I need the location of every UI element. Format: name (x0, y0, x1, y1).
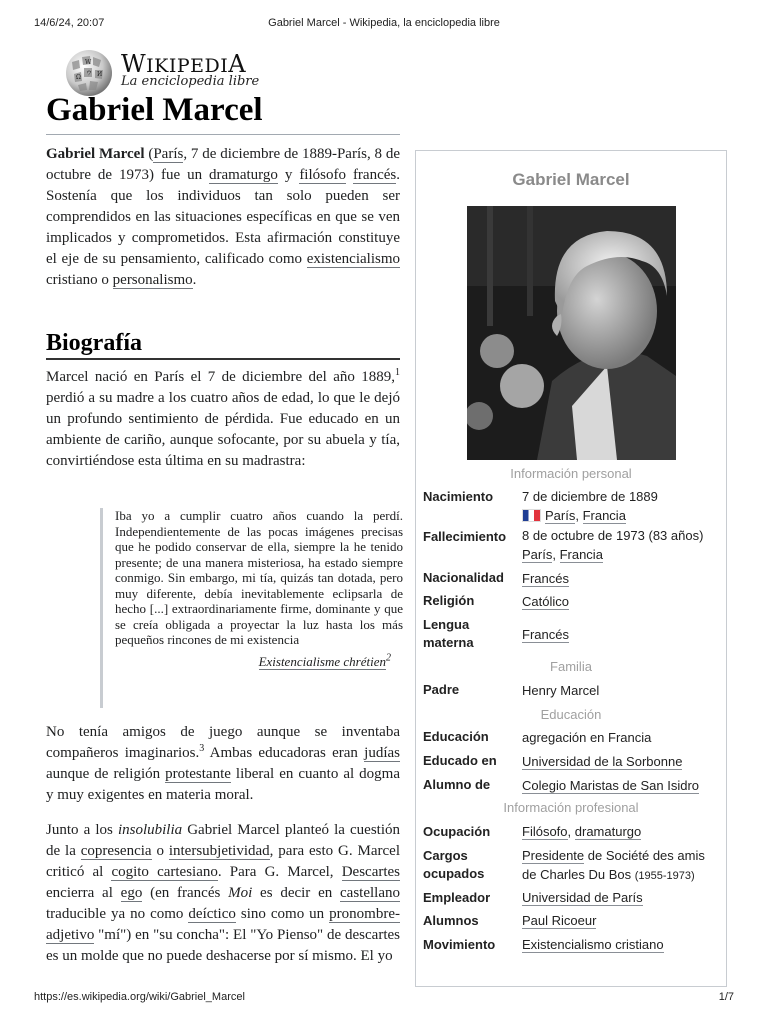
text-run: Ambas educadoras eran (204, 745, 365, 761)
text-run: . (192, 272, 197, 288)
print-datetime: 14/6/24, 20:07 (34, 17, 105, 29)
article-link[interactable]: Descartes (341, 864, 401, 880)
article-link[interactable]: intersubjetividad (168, 843, 270, 859)
text-run: Gabriel Marcel (46, 146, 145, 162)
text-run: ( (144, 146, 154, 162)
label-nationality: Nacionalidad (423, 570, 504, 585)
article-link[interactable]: cogito cartesiano (111, 864, 218, 880)
infobox-section-professional: Información profesional (503, 800, 639, 815)
text-run: Junto a los (46, 822, 118, 838)
article-link[interactable]: deíctico (188, 906, 236, 922)
page-title: Gabriel Marcel (46, 92, 263, 128)
print-page-count: 1/7 (718, 991, 734, 1003)
value-educated-at: Universidad de la Sorbonne (522, 754, 683, 769)
article-link[interactable]: París (153, 146, 184, 162)
text-run: , para esto G. Marcel criticó al (46, 843, 400, 880)
text-run: cristiano o (46, 272, 113, 288)
wikipedia-globe-icon[interactable] (64, 48, 114, 98)
label-religion: Religión (423, 593, 475, 608)
article-link[interactable]: protestante (165, 766, 231, 782)
value-religion: Católico (522, 594, 569, 609)
ref-link[interactable]: 3 (199, 743, 205, 754)
infobox-section-education: Educación (540, 707, 602, 722)
label-occupation: Ocupación (423, 824, 491, 839)
blockquote (100, 508, 403, 708)
article-link[interactable]: pronombre-adjetivo (46, 906, 400, 943)
label-positions: Cargos ocupados (423, 848, 485, 881)
wikipedia-tagline: La enciclopedia libre (121, 74, 260, 89)
label-mother-tongue: Lengua materna (423, 617, 474, 650)
article-link[interactable]: personalismo (112, 272, 193, 288)
value-movement: Existencialismo cristiano (522, 937, 664, 952)
title-divider (46, 134, 400, 135)
text-run: traducible ya no como (46, 906, 189, 922)
text-run: es decir en (252, 885, 340, 901)
value-occupation: Filósofo, dramaturgo (522, 824, 642, 839)
label-education: Educación (423, 729, 489, 744)
value-nationality: Francés (522, 571, 569, 586)
quote-source: Existencialisme chrétien$^2$ (258, 652, 391, 669)
label-educated-at: Educado en (423, 753, 497, 768)
text-run: aunque de religión (46, 766, 166, 782)
value-death: 8 de octubre de 1973 (83 años) París, Francia (522, 528, 704, 562)
label-students: Alumnos (423, 913, 479, 928)
text-run: Marcel nació en París el 7 de diciembre del año 1889, (46, 369, 395, 385)
article-link[interactable]: castellano (340, 885, 400, 901)
label-birth: Nacimiento (423, 489, 494, 504)
text-run: No tenía amigos de juego aunque se inventaba compañeros imaginarios. (46, 724, 400, 761)
text-run: Gabriel Marcel planteó la cuestión de la (46, 822, 400, 859)
value-positions: Presidente de Société des amis de Charles Du Bos (1955-1973) (522, 848, 705, 882)
article-link[interactable]: francés (352, 167, 397, 183)
ref-2[interactable]: 2 (386, 652, 391, 664)
article-link[interactable]: existencialismo (306, 251, 400, 267)
bio-paragraph-3 (46, 820, 400, 967)
value-education: agregación en Francia (522, 730, 652, 745)
france-flag-icon (522, 509, 541, 522)
article-link[interactable]: ego (120, 885, 143, 901)
section-divider (46, 358, 400, 360)
portrait-photo[interactable] (467, 206, 676, 460)
bio-paragraph-2 (46, 722, 400, 806)
quote-text: Iba yo a cumplir cuatro años cuando la perdí. Independientemente de las pocas imágenes precisas que he podido conservar de ella, siempre la he tenido presente; de una manera misteriosa, ha estado siempre conmigo. Sin embargo, mi tía, quizás tan dotada, pero muy diferente, debía inevitablemente eclipsarla de hecho [...] extraordinariamente firme, dominante y que se creía obligada a proyectar la luz hasta los más pequeños rincones de mi existencia (115, 508, 403, 647)
text-run: sino como un (235, 906, 330, 922)
label-employer: Empleador (423, 890, 491, 905)
bio-paragraph-1 (46, 367, 400, 472)
infobox-title: Gabriel Marcel (512, 170, 630, 189)
text-run: insolubilia (117, 822, 183, 838)
text-run: perdió a su madre a los cuatro años de edad, lo que le dejó un profundo sentimiento de pérdida. Fue educado en un ambiente de cariño, aunque sofocante, por su abuela y tía, convirtiéndose esta última en su madrastra: (46, 390, 400, 469)
text-run: . Para G. Marcel, (217, 864, 342, 880)
value-employer: Universidad de París (522, 890, 643, 905)
article-link[interactable]: copresencia (80, 843, 152, 859)
text-run: Moi (228, 885, 253, 901)
label-death: Fallecimiento (423, 529, 507, 544)
text-run: , 7 de diciembre de 1889-París, 8 de octubre de 1973) fue un (46, 146, 401, 183)
label-alumnus-of: Alumno de (423, 777, 491, 792)
article-link[interactable]: judías (364, 745, 400, 761)
value-father: Henry Marcel (522, 683, 600, 698)
print-url: https://es.wikipedia.org/wiki/Gabriel_Marcel (34, 991, 245, 1003)
svg-text:Ω: Ω (76, 74, 81, 81)
infobox (415, 150, 727, 987)
text-run (346, 167, 353, 183)
intro-paragraph (46, 144, 400, 291)
text-run: . Sostenía que los individuos tan solo pueden ser comprendidos en las situaciones específicas en que se ven implicados y comprometidos. Esta afirmación constituye el eje de su pensamiento, calificado como (46, 167, 400, 267)
wikipedia-wordmark[interactable]: WIKIPEDIA (121, 50, 247, 78)
article-link[interactable]: filósofo (299, 167, 346, 183)
value-birth: 7 de diciembre de 1889 París, Francia (522, 489, 658, 523)
label-father: Padre (423, 682, 460, 697)
text-run: liberal en cuanto al dogma y muy exigentes en materia moral. (46, 766, 400, 803)
value-alumnus-of: Colegio Maristas de San Isidro (522, 778, 700, 793)
label-movement: Movimiento (423, 937, 496, 952)
svg-text:W: W (85, 59, 92, 66)
text-run: (en francés (142, 885, 229, 901)
value-students: Paul Ricoeur (522, 913, 597, 928)
svg-text:ウ: ウ (86, 70, 93, 77)
article-link[interactable]: dramaturgo (209, 167, 278, 183)
ref-link[interactable]: 1 (395, 367, 400, 378)
text-run: y (277, 167, 300, 183)
value-mother-tongue: Francés (522, 627, 569, 642)
infobox-section-personal: Información personal (510, 466, 632, 481)
text-run: encierra al (46, 885, 121, 901)
svg-text:И: И (97, 71, 103, 78)
infobox-section-family: Familia (550, 659, 592, 674)
text-run: "mí") en "su concha": El "Yo Pienso" de descartes es un molde que no puede deshacerse por sí mismo. El yo (46, 927, 400, 964)
section-heading-biografia: Biografía (46, 330, 142, 356)
text-run: o (151, 843, 169, 859)
print-page-title: Gabriel Marcel - Wikipedia, la enciclopedia libre (268, 17, 500, 29)
